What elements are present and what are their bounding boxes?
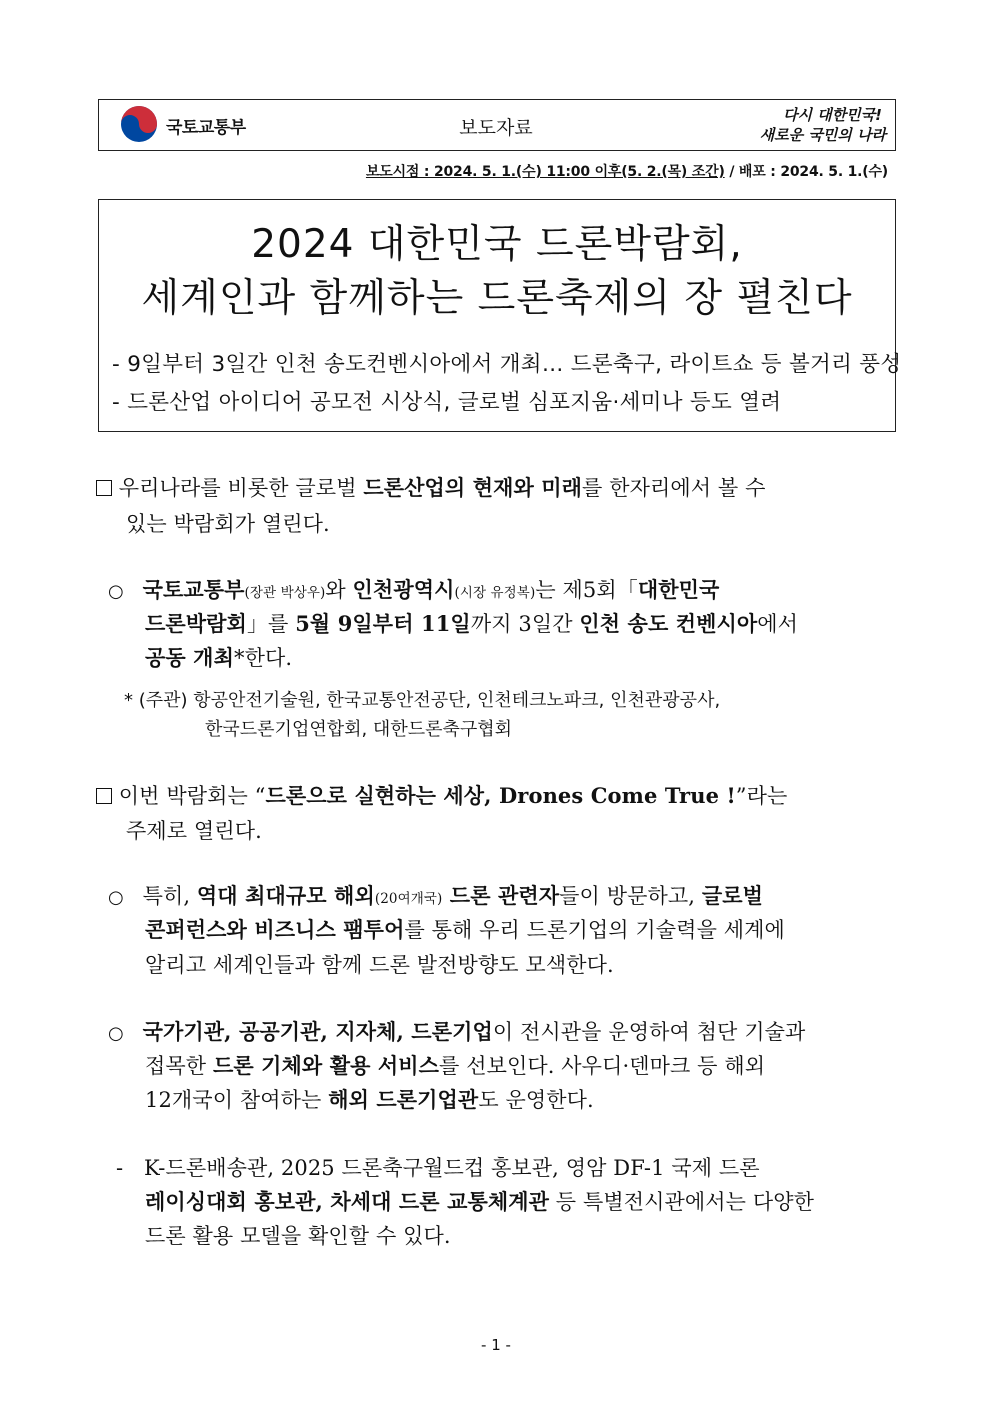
dash-bullet-icon: -: [116, 1156, 124, 1180]
paragraph-2-line2: 드론박람회」를 5월 9일부터 11일까지 3일간 인천 송도 컨벤시아에서: [145, 611, 799, 636]
paragraph-2-line3: 공동 개최*한다.: [145, 645, 293, 670]
paragraph-2-line1: ○ 국토교통부(장관 박상우)와 인천광역시(시장 유정복)는 제5회「대한민국: [108, 577, 720, 602]
paragraph-3-line2: 주제로 열린다.: [126, 819, 262, 843]
circle-bullet-icon: ○: [108, 581, 124, 602]
distribution-date: 배포 : 2024. 5. 1.(수): [738, 164, 888, 180]
square-bullet-icon: [96, 480, 112, 496]
circle-bullet-icon: ○: [108, 1023, 124, 1044]
subheadline-2: - 드론산업 아이디어 공모전 시상식, 글로벌 심포지움·세미나 등도 열려: [112, 390, 782, 415]
square-bullet-icon: [96, 788, 112, 804]
paragraph-4-line1: ○ 특히, 역대 최대규모 해외(20여개국) 드론 관련자들이 방문하고, 글로벌: [108, 883, 763, 908]
release-separator: /: [724, 164, 739, 180]
paragraph-6-line3: 드론 활용 모델을 확인할 수 있다.: [145, 1224, 451, 1248]
organizers-note-line1: * (주관) 항공안전기술원, 한국교통안전공단, 인천테크노파크, 인천관광공사,: [124, 690, 721, 711]
headline-line1: 2024 대한민국 드론박람회,: [251, 222, 743, 267]
paragraph-5-line1: ○ 국가기관, 공공기관, 지자체, 드론기업이 전시관을 운영하여 첨단 기술과: [108, 1019, 806, 1044]
page-number: - 1 -: [481, 1336, 511, 1354]
organizers-note-line2: 한국드론기업연합회, 대한드론축구협회: [205, 719, 513, 740]
paragraph-5-line2: 접목한 드론 기체와 활용 서비스를 선보인다. 사우디·덴마크 등 해외: [145, 1053, 766, 1078]
ministry-name: 국토교통부: [166, 118, 246, 138]
slogan-line2: 새로운 국민의 나라: [759, 126, 886, 144]
paragraph-5-line3: 12개국이 참여하는 해외 드론기업관도 운영한다.: [145, 1087, 594, 1112]
slogan-logo: [712, 101, 890, 147]
headline-line2: 세계인과 함께하는 드론축제의 장 펼친다: [141, 276, 853, 321]
paragraph-1-line1: 우리나라를 비롯한 글로벌 드론산업의 현재와 미래를 한자리에서 볼 수: [96, 472, 765, 502]
paragraph-4-line3: 알리고 세계인들과 함께 드론 발전방향도 모색한다.: [145, 953, 614, 977]
paragraph-4-line2: 콘퍼런스와 비즈니스 팸투어를 통해 우리 드론기업의 기술력을 세계에: [145, 917, 785, 942]
paragraph-1-line2: 있는 박람회가 열린다.: [126, 512, 330, 536]
release-info: [366, 161, 888, 181]
paragraph-6-line1: - K-드론배송관, 2025 드론축구월드컵 홍보관, 영암 DF-1 국제 드론: [116, 1156, 760, 1180]
release-time: 보도시점 : 2024. 5. 1.(수) 11:00 이후(5. 2.(목) 조간): [365, 164, 725, 180]
slogan-line1: 다시 대한민국!: [782, 106, 882, 124]
paragraph-3-line1: 이번 박람회는 “드론으로 실현하는 세상, Drones Come True !”라는: [96, 780, 787, 810]
paragraph-6-line2: 레이싱대회 홍보관, 차세대 드론 교통체계관 등 특별전시관에서는 다양한: [145, 1189, 814, 1214]
circle-bullet-icon: ○: [108, 887, 124, 908]
subheadline-1: - 9일부터 3일간 인천 송도컨벤시아에서 개최… 드론축구, 라이트쇼 등 볼거리 풍성: [112, 352, 902, 377]
release-label: 보도자료: [459, 117, 533, 139]
